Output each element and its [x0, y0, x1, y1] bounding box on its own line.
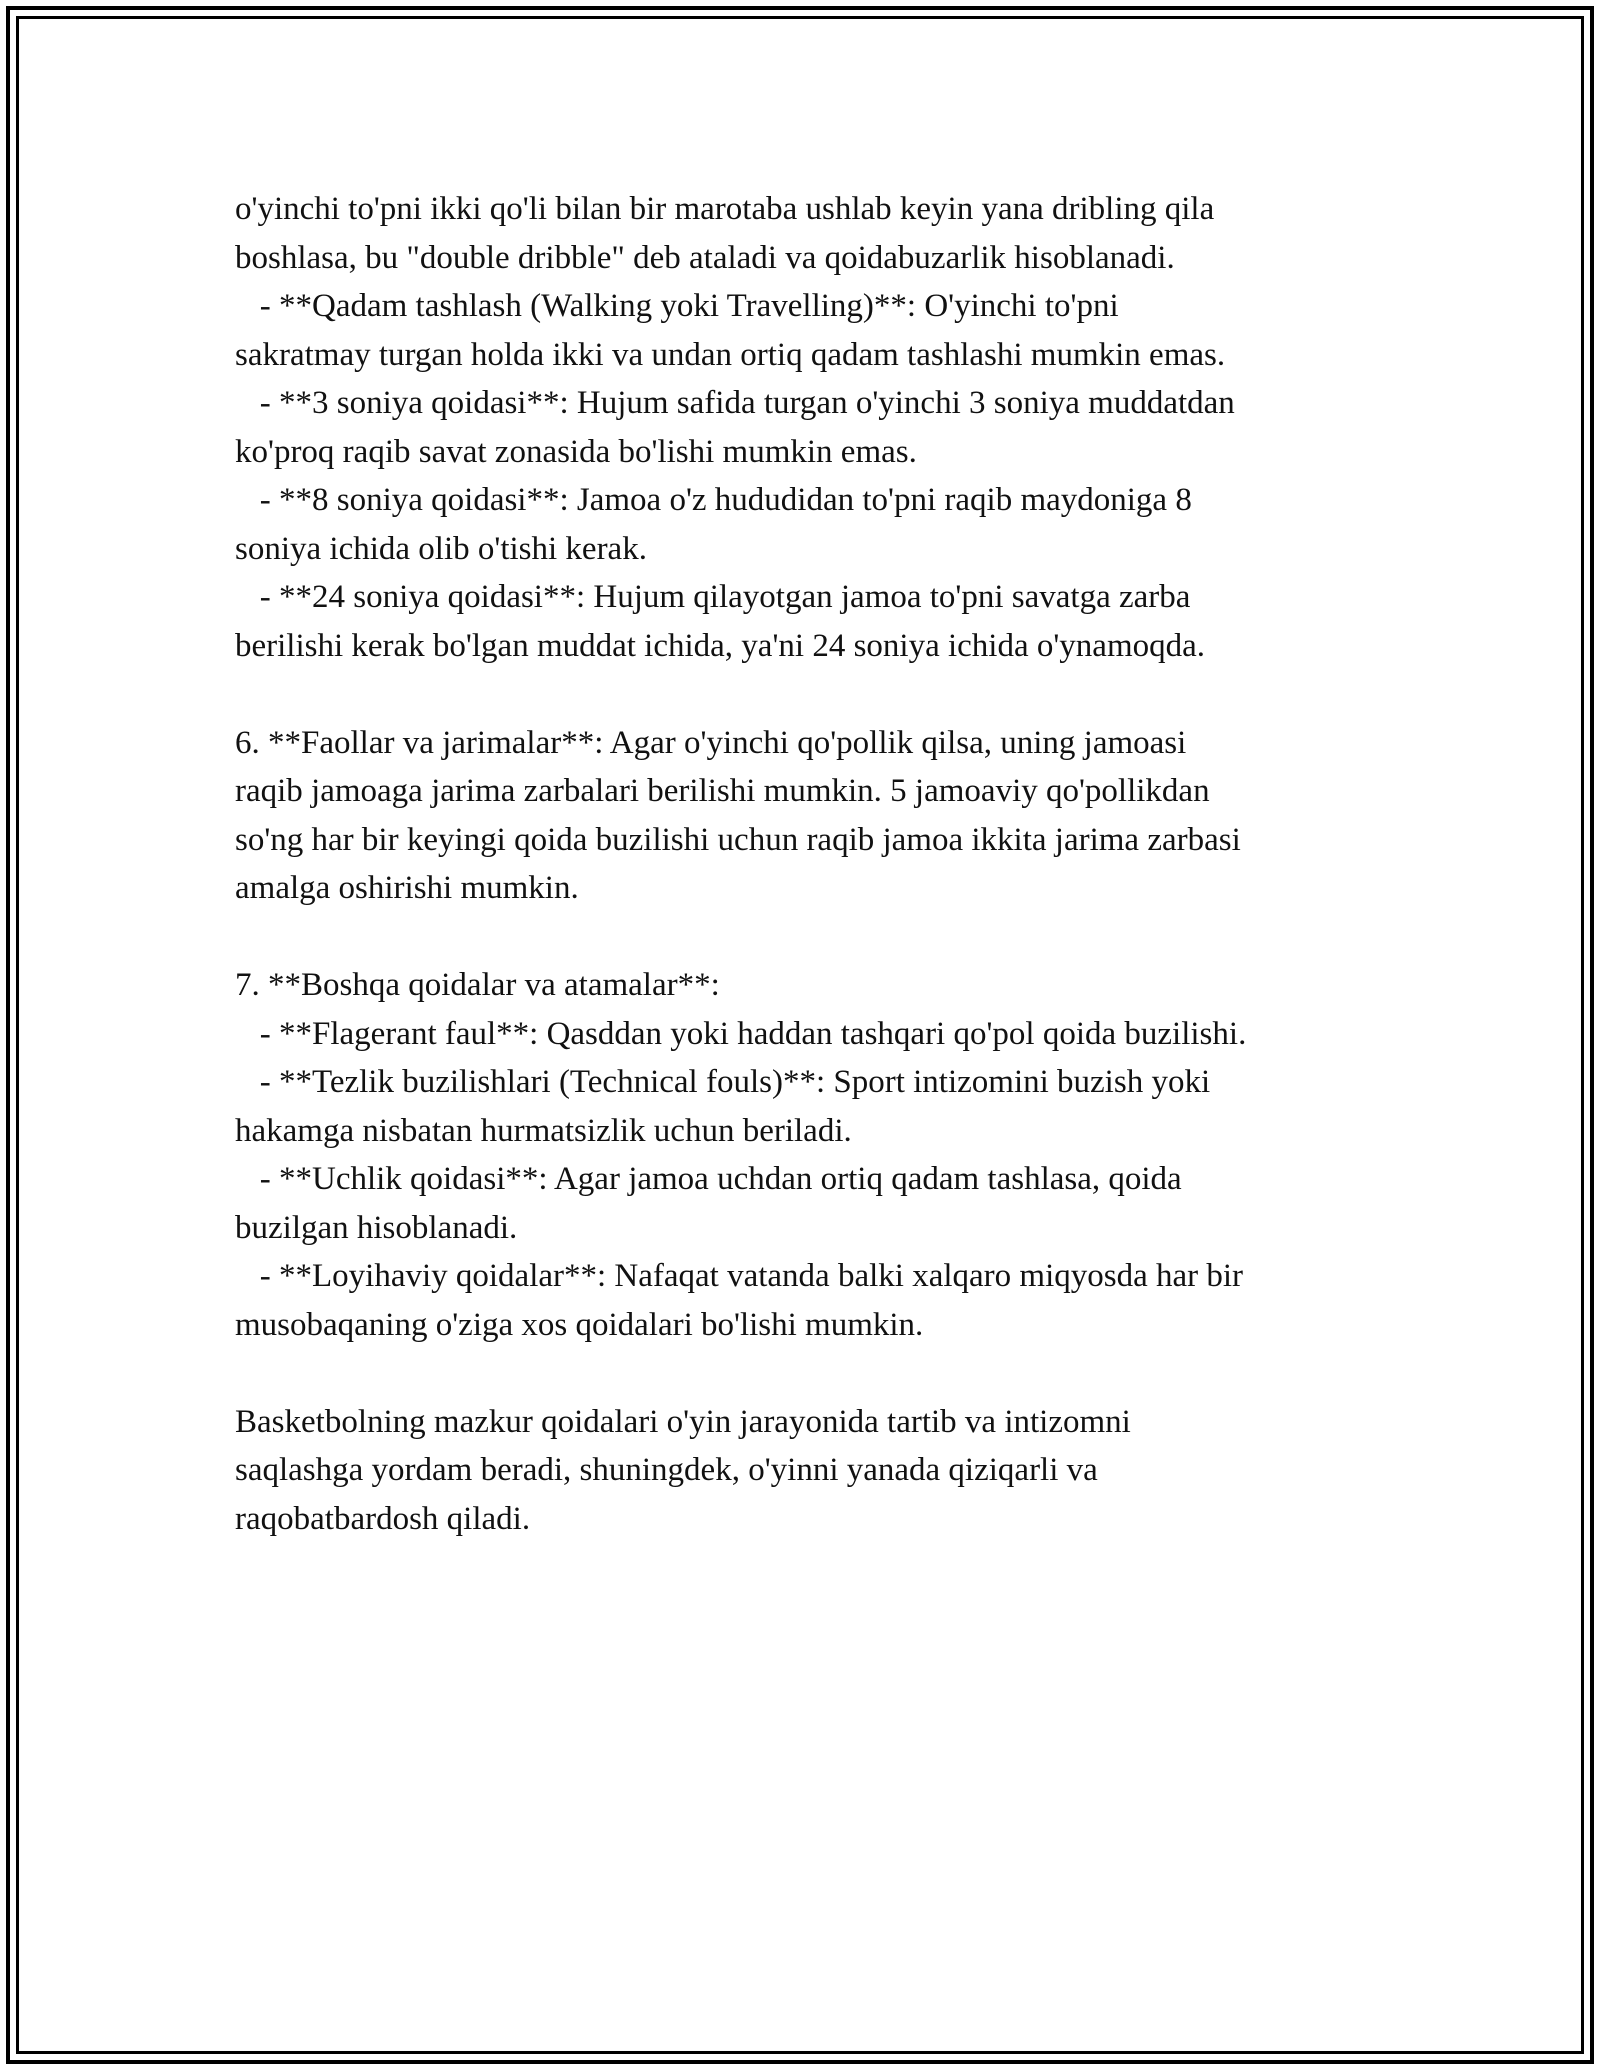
paragraph-gap: [235, 670, 1415, 719]
text-line: raqobatbardosh qiladi.: [235, 1500, 531, 1537]
text-line: hakamga nisbatan hurmatsizlik uchun beriladi.: [235, 1112, 852, 1149]
text-line: so'ng har bir keyingi qoida buzilishi uchun raqib jamoa ikkita jarima zarbasi: [235, 821, 1241, 858]
text-line: raqib jamoaga jarima zarbalari berilishi mumkin. 5 jamoaviy qo'pollikdan: [235, 773, 1210, 809]
text-line: saqlashga yordam beradi, shuningdek, o'yinni yanada qiziqarli va: [235, 1452, 1098, 1488]
text-line: sakratmay turgan holda ikki va undan ortiq qadam tashlashi mumkin emas.: [235, 336, 1226, 373]
text-line: - **Tezlik buzilishlari (Technical fouls)**: Sport intizomini buzish yoki: [235, 1064, 1211, 1100]
text-line: - **Flagerant faul**: Qasddan yoki haddan tashqari qo'pol qoida buzilishi.: [235, 1015, 1247, 1052]
text-line: 6. **Faollar va jarimalar**: Agar o'yinchi qo'pollik qilsa, uning jamoasi: [235, 724, 1187, 761]
text-line: amalga oshirishi mumkin.: [235, 870, 579, 906]
text-line: - **3 soniya qoidasi**: Hujum safida turgan o'yinchi 3 soniya muddatdan: [235, 385, 1235, 421]
text-line: - **24 soniya qoidasi**: Hujum qilayotgan jamoa to'pni savatga zarba: [235, 579, 1191, 615]
paragraph-gap: [235, 913, 1415, 962]
text-line: Basketbolning mazkur qoidalari o'yin jarayonida tartib va intizomni: [235, 1403, 1131, 1440]
text-line: - **Loyihaviy qoidalar**: Nafaqat vatanda balki xalqaro miqyosda har bir: [235, 1258, 1244, 1294]
text-line: musobaqaning o'ziga xos qoidalari bo'lishi mumkin.: [235, 1306, 924, 1343]
text-line: ko'proq raqib savat zonasida bo'lishi mumkin emas.: [235, 433, 917, 470]
text-line: o'yinchi to'pni ikki qo'li bilan bir marotaba ushlab keyin yana dribling qila: [235, 191, 1215, 227]
text-line: soniya ichida olib o'tishi kerak.: [235, 530, 647, 567]
text-line: - **8 soniya qoidasi**: Jamoa o'z hududidan to'pni raqib maydoniga 8: [235, 482, 1192, 518]
text-line: - **Uchlik qoidasi**: Agar jamoa uchdan ortiq qadam tashlasa, qoida: [235, 1161, 1182, 1197]
text-line: boshlasa, bu "double dribble" deb ataladi va qoidabuzarlik hisoblanadi.: [235, 239, 1175, 276]
text-line: buzilgan hisoblanadi.: [235, 1209, 518, 1246]
paragraph-gap: [235, 1349, 1415, 1398]
text-line: 7. **Boshqa qoidalar va atamalar**:: [235, 967, 720, 1003]
text-line: berilishi kerak bo'lgan muddat ichida, ya'ni 24 soniya ichida o'ynamoqda.: [235, 627, 1206, 664]
document-body: [235, 185, 1415, 1543]
text-line: - **Qadam tashlash (Walking yoki Travelling)**: O'yinchi to'pni: [235, 288, 1119, 324]
